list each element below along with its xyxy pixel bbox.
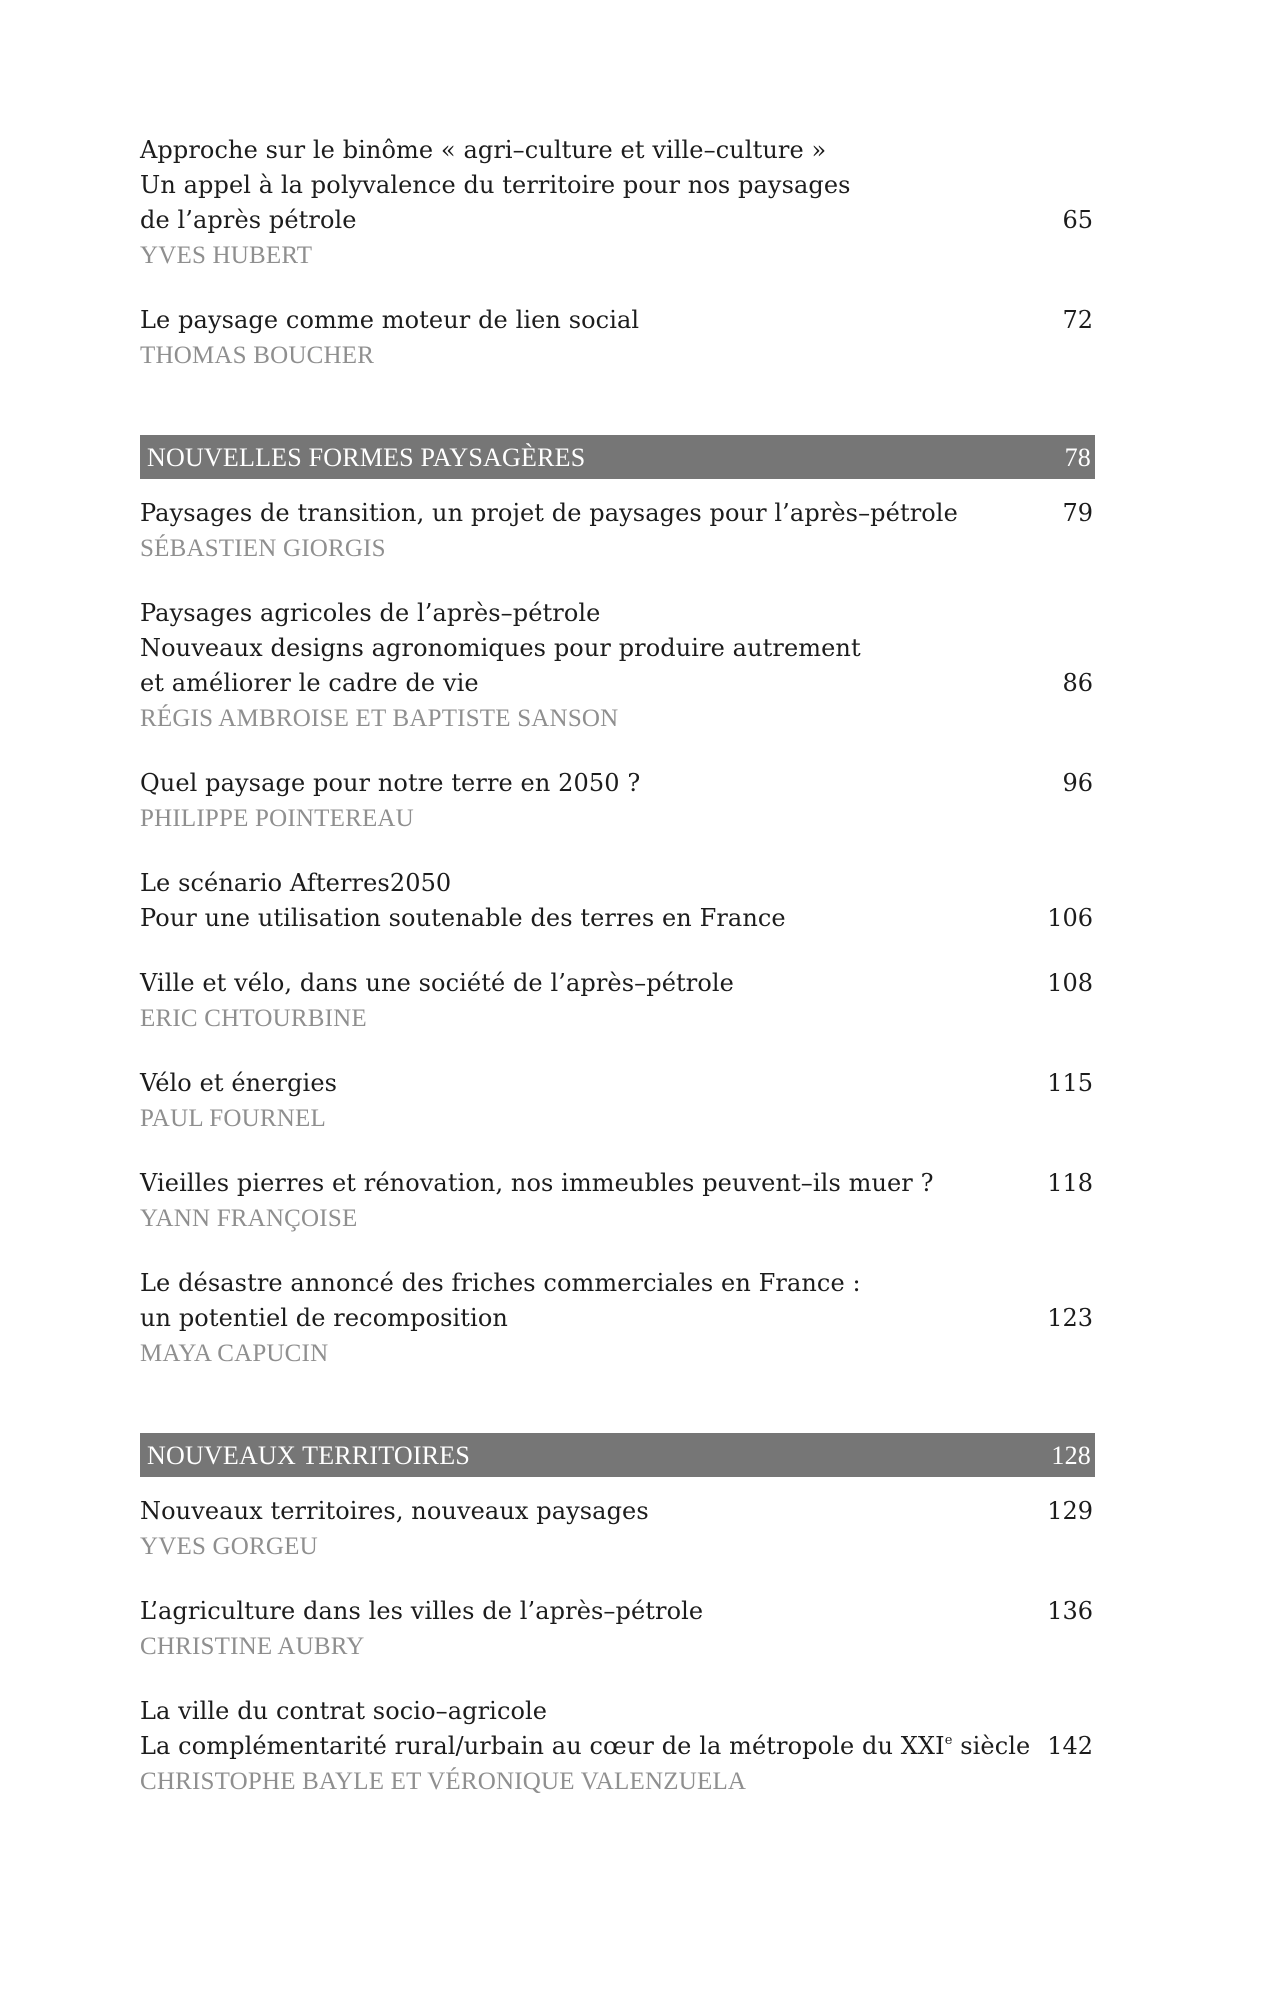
table-of-contents: [140, 133, 1095, 1829]
toc-entry: [140, 766, 1095, 836]
entry-author: MAYA CAPUCIN: [140, 1340, 329, 1367]
entry-title-line: et améliorer le cadre de vie: [140, 669, 479, 697]
page-number: 65: [1062, 206, 1093, 234]
page-number: 108: [1047, 969, 1093, 997]
page-number: 86: [1062, 669, 1093, 697]
entry-title: [140, 1594, 1095, 1629]
entry-author: YVES HUBERT: [140, 242, 313, 269]
page-number: 136: [1047, 1597, 1093, 1625]
entry-title: [140, 1066, 1095, 1101]
entry-title-line: Nouveaux territoires, nouveaux paysages: [140, 1497, 649, 1525]
section-heading: NOUVELLES FORMES PAYSAGÈRES: [147, 443, 586, 472]
toc-entry: [140, 1266, 1095, 1371]
entry-title: [140, 766, 1095, 801]
entry-title-line: [140, 1729, 1031, 1764]
entry-author: PHILIPPE POINTEREAU: [140, 805, 414, 832]
toc-entry: [140, 1066, 1095, 1136]
entry-author: CHRISTINE AUBRY: [140, 1633, 365, 1660]
entry-author: RÉGIS AMBROISE ET BAPTISTE SANSON: [140, 705, 619, 732]
entry-title: [140, 1166, 1095, 1201]
entry-title-line: Vélo et énergies: [140, 1069, 338, 1097]
page-number: 115: [1047, 1069, 1093, 1097]
title-text: La complémentarité rural/urbain au cœur de la métropole du XXI: [140, 1732, 945, 1760]
section-heading-bar: [140, 1433, 1095, 1477]
entry-title: [140, 496, 1095, 531]
section-page-number: 78: [1064, 443, 1091, 472]
page-number: 72: [1062, 306, 1093, 334]
page-number: 118: [1047, 1169, 1093, 1197]
entry-title: [140, 303, 1095, 338]
toc-entry: [140, 1494, 1095, 1564]
entry-title-line: La ville du contrat socio–agricole: [140, 1697, 548, 1725]
page-number: 106: [1047, 904, 1093, 932]
toc-entry: [140, 496, 1095, 566]
entry-title-line: Vieilles pierres et rénovation, nos immeubles peuvent–ils muer ?: [140, 1169, 934, 1197]
toc-section: [140, 133, 1095, 373]
entry-author: CHRISTOPHE BAYLE ET VÉRONIQUE VALENZUELA: [140, 1768, 747, 1795]
entry-title-line: L’agriculture dans les villes de l’après–pétrole: [140, 1597, 704, 1625]
entry-title-line: Paysages agricoles de l’après–pétrole: [140, 599, 601, 627]
entry-title-line: Ville et vélo, dans une société de l’après–pétrole: [140, 969, 734, 997]
entry-author: ERIC CHTOURBINE: [140, 1005, 367, 1032]
page-number: 129: [1047, 1497, 1093, 1525]
title-text: siècle: [952, 1732, 1031, 1760]
toc-entry: [140, 133, 1095, 273]
section-page-number: 128: [1051, 1441, 1091, 1470]
entry-title-line: un potentiel de recomposition: [140, 1304, 508, 1332]
entry-title-line: Nouveaux designs agronomiques pour produire autrement: [140, 634, 861, 662]
entry-title-line: Un appel à la polyvalence du territoire pour nos paysages: [140, 171, 851, 199]
page-number: 123: [1047, 1304, 1093, 1332]
toc-entry: [140, 1594, 1095, 1664]
entry-title-line: Quel paysage pour notre terre en 2050 ?: [140, 769, 641, 797]
entry-title-line: de l’après pétrole: [140, 206, 357, 234]
entry-title: [140, 1494, 1095, 1529]
page-number: 96: [1062, 769, 1093, 797]
entry-title: [140, 966, 1095, 1001]
entry-author: YANN FRANÇOISE: [140, 1205, 358, 1232]
section-heading: NOUVEAUX TERRITOIRES: [147, 1441, 470, 1470]
entry-title-line: Paysages de transition, un projet de paysages pour l’après–pétrole: [140, 499, 958, 527]
entry-title-line: Le désastre annoncé des friches commerciales en France :: [140, 1269, 861, 1297]
page-number: 142: [1047, 1732, 1093, 1760]
entry-title-line: Pour une utilisation soutenable des terres en France: [140, 904, 786, 932]
toc-section: [140, 1433, 1095, 1799]
entry-author: THOMAS BOUCHER: [140, 342, 375, 369]
entry-title: [140, 1266, 1095, 1336]
entry-title-line: Le paysage comme moteur de lien social: [140, 306, 640, 334]
entry-author: YVES GORGEU: [140, 1533, 318, 1560]
entry-title: [140, 133, 1095, 238]
toc-entry: [140, 303, 1095, 373]
entry-author: PAUL FOURNEL: [140, 1105, 326, 1132]
section-heading-bar: [140, 435, 1095, 479]
entry-title: [140, 866, 1095, 936]
page-number: 79: [1062, 499, 1093, 527]
entry-title-line: Le scénario Afterres2050: [140, 869, 452, 897]
toc-section: [140, 435, 1095, 1371]
entry-title: [140, 1694, 1095, 1764]
toc-entry: [140, 596, 1095, 736]
toc-entry: [140, 966, 1095, 1036]
entry-author: SÉBASTIEN GIORGIS: [140, 535, 386, 562]
toc-entry: [140, 1166, 1095, 1236]
entry-title: [140, 596, 1095, 701]
toc-entry: [140, 1694, 1095, 1799]
entry-title-line: Approche sur le binôme « agri–culture et ville–culture »: [140, 136, 827, 164]
superscript: e: [944, 1733, 953, 1748]
toc-entry: [140, 866, 1095, 936]
